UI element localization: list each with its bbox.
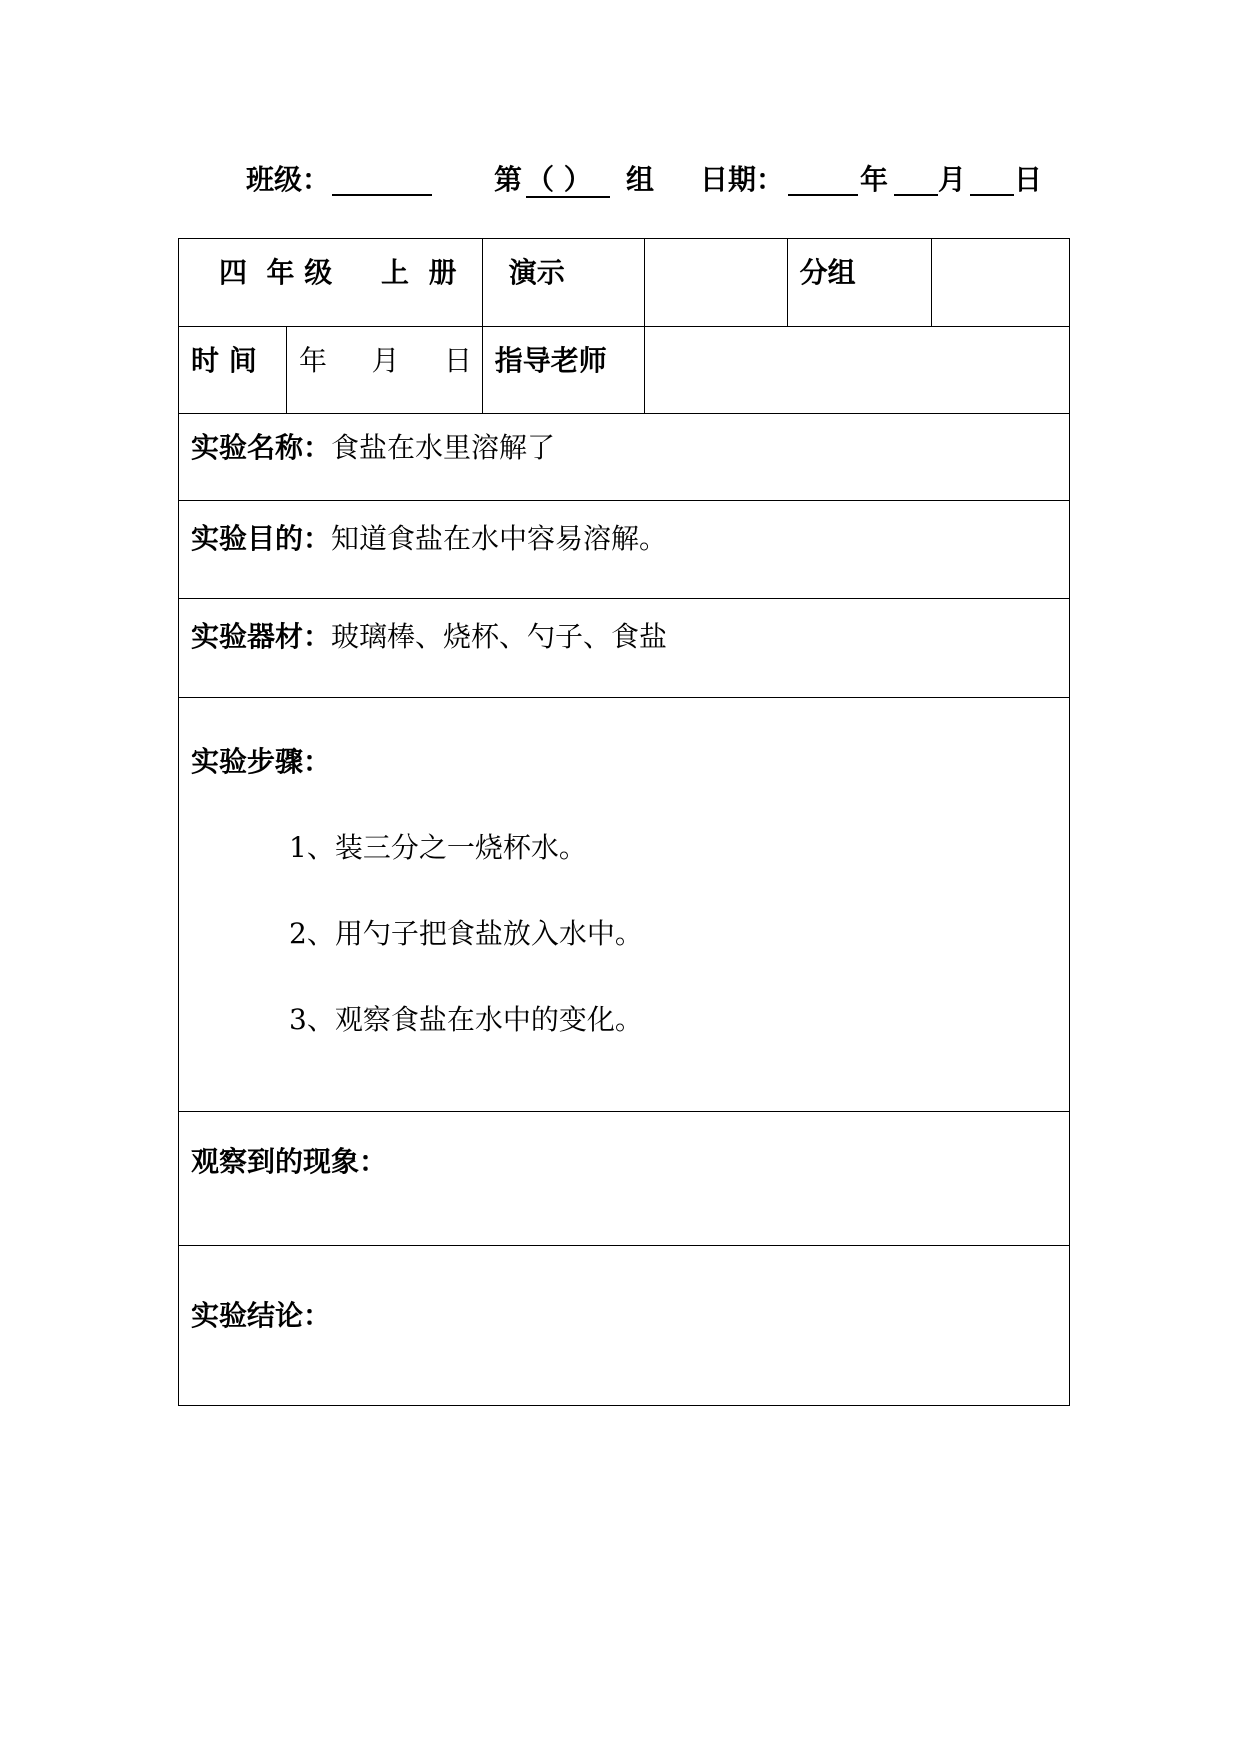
- day-label: 日: [1014, 163, 1043, 196]
- experiment-equipment-row: [179, 599, 1070, 698]
- conclusion-row[interactable]: [179, 1246, 1070, 1406]
- teacher-value-cell[interactable]: [644, 327, 1069, 414]
- experiment-purpose-row: [179, 501, 1070, 599]
- experiment-equipment-value: 玻璃棒、烧杯、勺子、食盐: [331, 620, 668, 653]
- time-label: 时 间: [179, 327, 287, 414]
- observation-label: 观察到的现象：: [191, 1145, 388, 1178]
- group-number-blank[interactable]: （ ）: [526, 162, 610, 198]
- group-label: 分组: [787, 239, 931, 327]
- month-blank[interactable]: [894, 166, 938, 196]
- step-item: 2、用勺子把食盐放入水中。: [289, 917, 643, 950]
- month-label: 月: [938, 163, 967, 196]
- experiment-steps-label: 实验步骤：: [191, 745, 332, 778]
- year-blank[interactable]: [788, 166, 858, 196]
- observation-row[interactable]: [179, 1112, 1070, 1246]
- experiment-steps-row: [179, 698, 1070, 1112]
- teacher-label: 指导老师: [482, 327, 644, 414]
- step-item: 1、装三分之一烧杯水。: [289, 831, 587, 864]
- experiment-purpose-label: 实验目的：: [191, 522, 332, 555]
- experiment-record-table: [178, 238, 1070, 1406]
- date-label: 日期：: [700, 163, 785, 196]
- group-prefix: 第: [494, 163, 523, 196]
- step-item: 3、观察食盐在水中的变化。: [289, 1003, 643, 1036]
- class-blank[interactable]: [332, 166, 432, 196]
- experiment-equipment-label: 实验器材：: [191, 620, 332, 653]
- group-value-cell[interactable]: [931, 239, 1069, 327]
- experiment-name-value: 食盐在水里溶解了: [331, 431, 556, 464]
- experiment-purpose-value: 知道食盐在水中容易溶解。: [331, 522, 668, 555]
- year-label: 年: [860, 163, 889, 196]
- time-value[interactable]: 年 月 日: [286, 327, 482, 414]
- grade-cell: 四 年 级 上 册: [179, 239, 483, 327]
- demo-value-cell[interactable]: [644, 239, 787, 327]
- group-suffix: 组: [626, 163, 655, 196]
- demo-label: 演示: [482, 239, 644, 327]
- experiment-name-label: 实验名称：: [191, 431, 332, 464]
- conclusion-label: 实验结论：: [191, 1299, 332, 1332]
- class-label: 班级：: [246, 163, 331, 196]
- day-blank[interactable]: [970, 166, 1014, 196]
- experiment-name-row: [179, 414, 1070, 501]
